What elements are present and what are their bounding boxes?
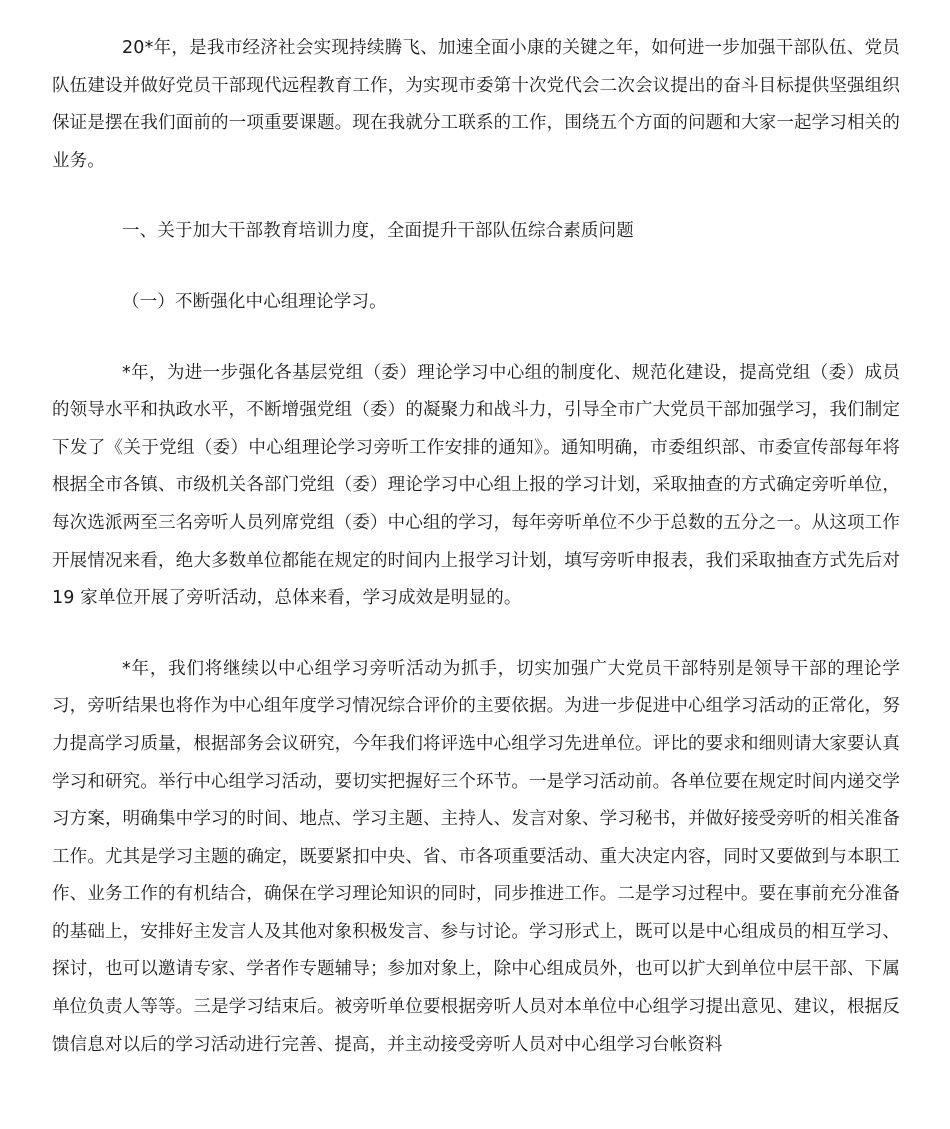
body-paragraph: *年，我们将继续以中心组学习旁听活动为抓手，切实加强广大党员干部特别是领导干部的理论学习，旁听结果也将作为中心组年度学习情况综合评价的主要依据。为进一步促进中心组学习活动的正常化，努力提高学习质量，根据部务会议研究，今年我们将评选中心组学习先进单位。评比的要求和细则请大家要认真学习和研究。举行中心组学习活动，要切实把握好三个环节。一是学习活动前。各单位要在规定时间内递交学习方案，明确集中学习的时间、地点、学习主题、主持人、发言对象、学习秘书，并做好接受旁听的相关准备工作。尤其是学习主题的确定，既要紧扣中央、省、市各项重要活动、重大决定内容，同时又要做到与本职工作、业务工作的有机结合，确保在学习理论知识的同时，同步推进工作。二是学习过程中。要在事前充分准备的基础上，安排好主发言人及其他对象积极发言、参与讨论。学习形式上，既可以是中心组成员的相互学习、探讨，也可以邀请专家、学者作专题辅导；参加对象上，除中心组成员外，也可以扩大到单位中层干部、下属单位负责人等等。三是学习结束后。被旁听单位要根据旁听人员对本单位中心组学习提出意见、建议，根据反馈信息对以后的学习活动进行完善、提高，并主动接受旁听人员对中心组学习台帐资料 <box>52 658 900 1055</box>
section-heading: 一、关于加大干部教育培训力度，全面提升干部队伍综合素质问题 <box>122 221 634 242</box>
body-paragraph: *年，为进一步强化各基层党组（委）理论学习中心组的制度化、规范化建设，提高党组（委）成员的领导水平和执政水平，不断增强党组（委）的凝聚力和战斗力，引导全市广大党员干部加强学习，我们制定下发了《关于党组（委）中心组理论学习旁听工作安排的通知》。通知明确，市委组织部、市委宣传部每年将根据全市各镇、市级机关各部门党组（委）理论学习中心组上报的学习计划，采取抽查的方式确定旁听单位，每次选派两至三名旁听人员列席党组（委）中心组的学习，每年旁听单位不少于总数的五分之一。从这项工作开展情况来看，绝大多数单位都能在规定的时间内上报学习计划，填写旁听申报表，我们采取抽查方式先后对 19 家单位开展了旁听活动，总体来看，学习成效是明显的。 <box>52 362 900 609</box>
intro-paragraph: 20*年，是我市经济社会实现持续腾飞、加速全面小康的关键之年，如何进一步加强干部队伍、党员队伍建设并做好党员干部现代远程教育工作，为实现市委第十次党代会二次会议提出的奋斗目标提供坚强组织保证是摆在我们面前的一项重要课题。现在我就分工联系的工作，围绕五个方面的问题和大家一起学习相关的业务。 <box>52 38 900 171</box>
subsection-heading: （一）不断强化中心组理论学习。 <box>122 291 387 312</box>
document-page <box>52 30 900 1064</box>
